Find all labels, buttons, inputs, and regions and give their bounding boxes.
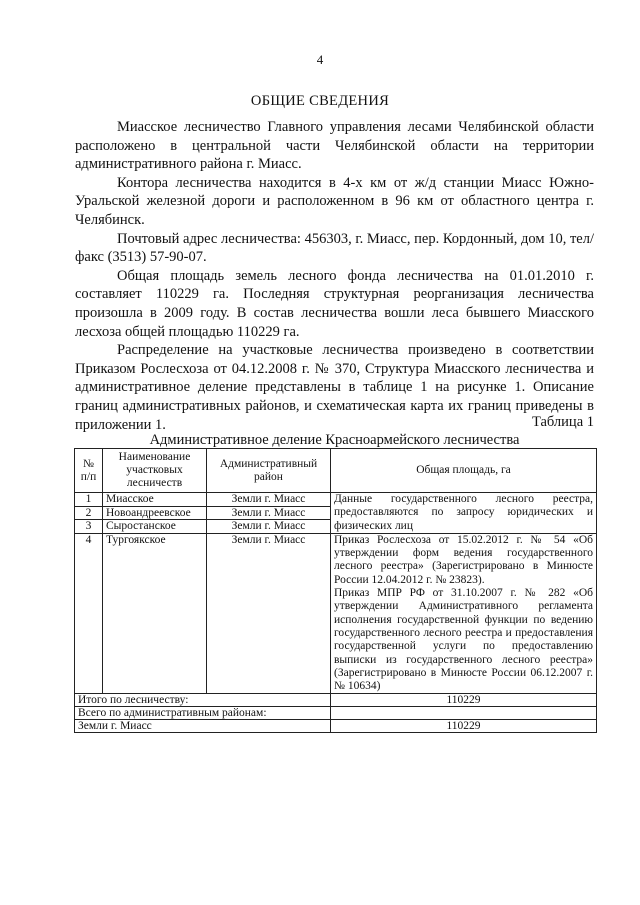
- total-label: Земли г. Миасс: [75, 720, 331, 733]
- cell-district: Земли г. Миасс: [207, 520, 331, 534]
- cell-name: Тургоякское: [103, 533, 207, 694]
- cell-name: Сыростанское: [103, 520, 207, 534]
- cell-name: Новоандреевское: [103, 506, 207, 520]
- total-row: [75, 720, 597, 733]
- header-area: Общая площадь, га: [331, 449, 597, 493]
- total-value: [331, 707, 597, 720]
- table-label: Таблица 1: [531, 414, 594, 430]
- total-value: 110229: [331, 694, 597, 707]
- header-name: Наименование участковых лесничеств: [103, 449, 207, 493]
- total-label: Всего по административным районам:: [75, 707, 331, 720]
- paragraph: Почтовый адрес лесничества: 456303, г. Миасс, пер. Кордонный, дом 10, тел/факс (3513) 57-90-07.: [75, 230, 594, 266]
- note-order-mpr: Приказ МПР РФ от 31.10.2007 г. № 282 «Об утверждении Административного регламента исполнения государственной функции по ведению государственного лесного реестра и предоставления государственной услуги по предоставлению выписки из государственного лесного реестра» (Зарегистрировано в Минюсте России 06.12.2007 г. № 10634): [334, 587, 593, 693]
- note-order-rosleskhoz: Приказ Рослесхоза от 15.02.2012 г. № 54 «Об утверждении форм ведения государственного лесного реестра» (Зарегистрировано в Минюсте России 12.04.2012 г. № 23823).: [334, 533, 593, 586]
- table-row: [75, 493, 597, 507]
- cell-name: Миасское: [103, 493, 207, 507]
- cell-district: Земли г. Миасс: [207, 493, 331, 507]
- cell-num: 3: [75, 520, 103, 534]
- paragraph: Миасское лесничество Главного управления лесами Челябинской области расположено в центральной части Челябинской области на территории административного района г. Миасс.: [75, 119, 594, 173]
- paragraph: Распределение на участковые лесничества произведено в соответствии Приказом Рослесхоза от 04.12.2008 г. № 370, Структура Миасского лесничества и административное деление представлены в таблице 1 на рисунке 1. Описание границ административных районов, и схематическая карта их границ приведены в приложении 1.: [75, 342, 594, 433]
- total-row: [75, 707, 597, 720]
- body-text: [75, 118, 594, 434]
- table-header-row: [75, 449, 597, 493]
- cell-area-note: [331, 533, 597, 694]
- total-value: 110229: [331, 720, 597, 733]
- cell-num: 1: [75, 493, 103, 507]
- cell-district: Земли г. Миасс: [207, 533, 331, 694]
- paragraph: Общая площадь земель лесного фонда лесничества на 01.01.2010 г. составляет 110229 га. Последняя структурная реорганизация лесничества произошла в 2009 году. В состав лесничества вошли леса бывшего Миасского лесхоза общей площадью 110229 га.: [75, 267, 594, 340]
- table-caption: Административное деление Красноармейского лесничества: [149, 432, 520, 448]
- page-title: ОБЩИЕ СВЕДЕНИЯ: [250, 93, 390, 109]
- page-number: 4: [316, 52, 324, 67]
- cell-num: 2: [75, 506, 103, 520]
- cell-district: Земли г. Миасс: [207, 506, 331, 520]
- cell-area-note: Данные государственного лесного реестра, предоставляются по запросу юридических и физических лиц: [331, 493, 597, 534]
- header-num: № п/п: [75, 449, 103, 493]
- header-district: Административный район: [207, 449, 331, 493]
- total-row: [75, 694, 597, 707]
- total-label: Итого по лесничеству:: [75, 694, 331, 707]
- table-row: [75, 533, 597, 694]
- cell-num: 4: [75, 533, 103, 694]
- division-table: [74, 448, 597, 733]
- paragraph: Контора лесничества находится в 4-х км от ж/д станции Миасс Южно-Уральской железной дороги и расположенном в 96 км от областного центра г. Челябинск.: [75, 174, 594, 228]
